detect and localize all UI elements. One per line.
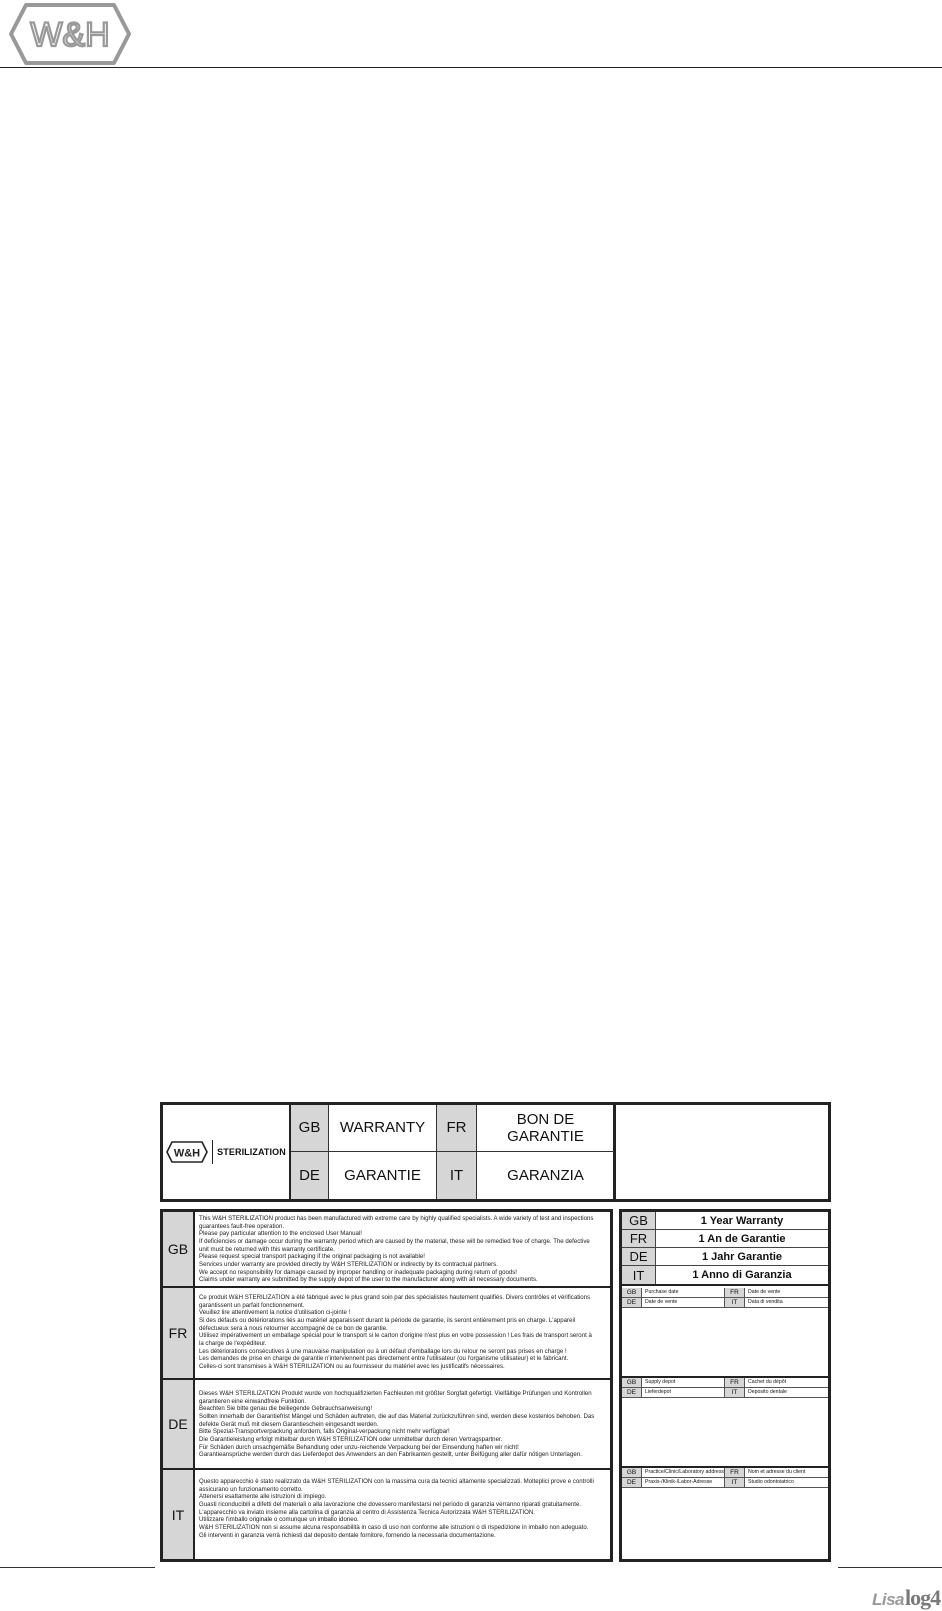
section-de [163,1380,610,1470]
wh-mini-logo-text: W&H [174,1147,201,1160]
field-label: Cachet du dépôt [748,1378,787,1385]
wh-mini-logo [166,1141,208,1163]
field-label: Date de vente [642,1298,725,1307]
section-line: Utilizzare l'imballo originale o comunque un imballo idoneo. [199,1516,359,1524]
section-lang-fr: FR [163,1288,195,1378]
field-lang: IT [725,1478,745,1487]
warranty-period-row [622,1248,828,1266]
purchase-date-fields [622,1288,828,1308]
field-row [622,1388,828,1398]
section-line: Celles-ci sont transmises à W&H STERILIZATION ou au fournisseur du matériel avec les justificatifs nécessaires. [199,1363,505,1371]
section-line: Für Schäden durch unsachgemäße Behandlung oder unzu-reichende Verpackung bei der Einsendung haften wir nicht! [199,1443,519,1451]
warranty-period-table [622,1212,828,1286]
section-line: garantissent un parfait fonctionnement. [199,1301,305,1309]
warranty-period-row [622,1212,828,1230]
field-label: Nom et adresse du client [748,1468,806,1475]
field-lang: FR [725,1288,745,1297]
section-line: Les demandes de prise en charge de garantie n'interviennent pas directement entre l'utilisateur (ou l'organisme utilisateur) et le fabricant. [199,1355,569,1363]
section-line: If deficiencies or damage occur during the warranty period which are caused by the material, these will be remedied free of charge. The defective [199,1238,590,1246]
section-line: This W&H STERILIZATION product has been manufactured with extreme care by highly qualified specialists. A wide variety of test and inspections [199,1215,594,1222]
section-line: Attenersi esattamente alle istruzioni di impiego. [199,1493,327,1501]
field-row [622,1378,828,1388]
field-lang: IT [725,1388,745,1397]
section-line: Claims under warranty are submitted by the supply depot of the user to the manufacturer along with all necessary documents. [199,1276,538,1284]
title-gb: WARRANTY [329,1105,437,1152]
section-line: defekte Gerät muß mit diesem Garantieschein eingesandt werden. [199,1420,379,1428]
section-line: Si des défauts ou détériorations liés au matériel apparaissent durant la période de garantie, ils seront entièrement pris en charge. L'appareil [199,1317,576,1325]
sterilization-label: STERILIZATION [217,1147,286,1157]
title-it: GARANZIA [507,1166,584,1184]
section-line: Garantieansprüche werden durch das Lieferdepot des Anwenders an den Fabrikanten gestellt, unter Beifügung aller dafür nötigen Unterlagen. [199,1451,582,1459]
warranty-period-row [622,1266,828,1284]
warranty-period-lang: GB [622,1212,656,1229]
supply-depot-fields [622,1378,828,1398]
section-line: Die Garantieleistung erfolgt mittelbar durch W&H STERILIZATION oder unmittelbar durch deren Vertragspartner. [199,1436,503,1444]
field-label: Date de vente [748,1288,781,1295]
section-lang-de: DE [163,1380,195,1468]
warranty-period-text: 1 Year Warranty [700,1214,784,1227]
field-row [622,1468,828,1478]
field-label: Data di vendita [748,1298,783,1305]
footer-rule-right [838,1567,942,1568]
warranty-period-lang: IT [622,1266,656,1284]
title-lang-gb: GB [291,1105,329,1152]
wh-logo-text: W&H [30,16,110,54]
section-line: unit must be returned with this warranty certificate. [199,1245,335,1253]
section-text-de [195,1380,610,1468]
title-lang-fr: FR [437,1105,477,1152]
footer-brand-logo [872,1585,942,1609]
title-grid [291,1105,616,1199]
logo-separator [212,1140,213,1164]
section-line: We accept no responsibility for damage caused by improper handling or inadequate packaging during return of goods! [199,1268,517,1276]
sterilization-logo [163,1105,291,1199]
wh-logo [8,2,132,66]
warranty-card [160,1102,831,1562]
warranty-period-text: 1 Jahr Garantie [701,1250,783,1263]
warranty-title-box [160,1102,831,1202]
section-line: la charge de l'expéditeur. [199,1340,267,1348]
section-line: garantieren eine einwandfreie Funktion. [199,1397,307,1405]
title-lang-de: DE [291,1152,329,1199]
field-label: Supply depot [642,1378,725,1387]
field-label: Deposito dentale [748,1388,787,1395]
field-row [622,1478,828,1488]
section-line: Services under warranty are provided directly by W&H STERILIZATION or indirectly by its contractual partners. [199,1261,498,1269]
header-divider [0,67,942,68]
section-line: Dieses W&H STERILIZATION Produkt wurde von hochqualifizierten Fachleuten mit größter Sorgfalt gefertigt. Vielfältige Prüfungen und Kontrollen [199,1390,592,1397]
section-text-gb [195,1212,610,1286]
section-lang-gb: GB [163,1212,195,1286]
section-line: défectueux sera à nous retourner accompagné de ce bon de garantie. [199,1324,388,1332]
field-lang: GB [622,1468,642,1477]
section-it [163,1470,610,1559]
section-line: Ce produit W&H STERILIZATION a été fabriqué avec le plus grand soin par des spécialistes hautement qualifiés. Divers contrôles et vérifications [199,1294,591,1301]
field-label: Practice/Clinic/Laboratory address [642,1468,725,1477]
warranty-period-text: 1 An de Garantie [698,1232,786,1245]
title-lang-it: IT [437,1152,477,1199]
section-line: Utilisez impérativement un emballage spécial pour le transport si le carton d'origine n'est plus en votre possession ! Les frais de transport seront à [199,1332,592,1340]
section-gb [163,1212,610,1288]
field-lang: IT [725,1298,745,1307]
section-line: Sollten innerhalb der Garantiefrist Mängel und Schäden auftreten, die auf das Material zurückzuführen sind, werden diese kostenlos behoben. Das [199,1413,595,1421]
footer-brand-part-a: Lisa [872,1590,905,1609]
field-row [622,1288,828,1298]
field-label: Lieferdepot [642,1388,725,1397]
footer-brand-part-b: log4 [905,1585,941,1610]
field-row [622,1298,828,1308]
warranty-details-panel [619,1209,831,1562]
section-fr [163,1288,610,1380]
section-line: Please pay particular attention to the enclosed User Manual! [199,1230,362,1238]
field-lang: DE [622,1298,642,1307]
section-line: Veuillez lire attentivement la notice d'utilisation ci-jointe ! [199,1309,351,1317]
footer-rule-left [0,1567,155,1568]
section-line: assicurano un funzionamento corretto. [199,1485,303,1493]
warranty-period-lang: DE [622,1248,656,1265]
field-lang: FR [725,1378,745,1387]
field-lang: GB [622,1288,642,1297]
section-line: Les détériorations consécutives à une mauvaise manipulation ou à un défaut d'emballage lors du retour ne seront pas prises en charge ! [199,1347,567,1355]
section-text-it [195,1470,610,1559]
section-line: Please request special transport packaging if the original packaging is not available! [199,1253,425,1261]
field-label: Purchase date [642,1288,725,1297]
section-line: L'apparecchio va inviato insieme alla cartolina di garanzia al centro di Assistenza Tecnica Autorizzata W&H STERILIZATION. [199,1508,535,1516]
title-de: GARANTIE [329,1152,437,1199]
field-lang: DE [622,1478,642,1487]
practice-address-fields [622,1468,828,1488]
field-lang: FR [725,1468,745,1477]
section-line: W&H STERILIZATION non si assume alcuna responsabilità in caso di uso non conforme alle istruzioni o di rispedizione in imballo non adeguato. [199,1524,589,1532]
warranty-text-panel [160,1209,613,1562]
field-lang: DE [622,1388,642,1397]
warranty-period-lang: FR [622,1230,656,1247]
title-fr: BON DE GARANTIE [477,1105,614,1152]
section-line: Questo apparecchio è stato realizzato da W&H STERILIZATION con la massima cura da tecnici altamente specializzati. Molteplici prove e controlli [199,1478,594,1485]
title-blank-area [616,1105,828,1199]
section-line: Beachten Sie bitte genau die beiliegende Gebrauchsanweisung! [199,1405,373,1413]
section-line: guarantees fault-free operation. [199,1222,285,1230]
section-line: Bitte Spezial-Transportverpackung anfordern, falls Original-verpackung nicht mehr verfügbar! [199,1428,450,1436]
section-text-fr [195,1288,610,1378]
field-label: Studio odontoiatrico [748,1478,794,1485]
warranty-period-text: 1 Anno di Garanzia [692,1269,792,1281]
section-line: Guasti riconducibili a difetti del materiali o alla lavorazione che dovessero manifestarsi nel periodo di garanzia verranno riparati gratuitamente. [199,1501,582,1509]
section-line: Gli interventi in garanzia verrà richiesti dal deposito dentale fornitore, fornendo la necessaria documentazione. [199,1531,496,1539]
field-lang: GB [622,1378,642,1387]
warranty-period-row [622,1230,828,1248]
section-lang-it: IT [163,1470,195,1559]
field-label: Praxis-/Klinik-/Labor-Adresse [642,1478,725,1487]
